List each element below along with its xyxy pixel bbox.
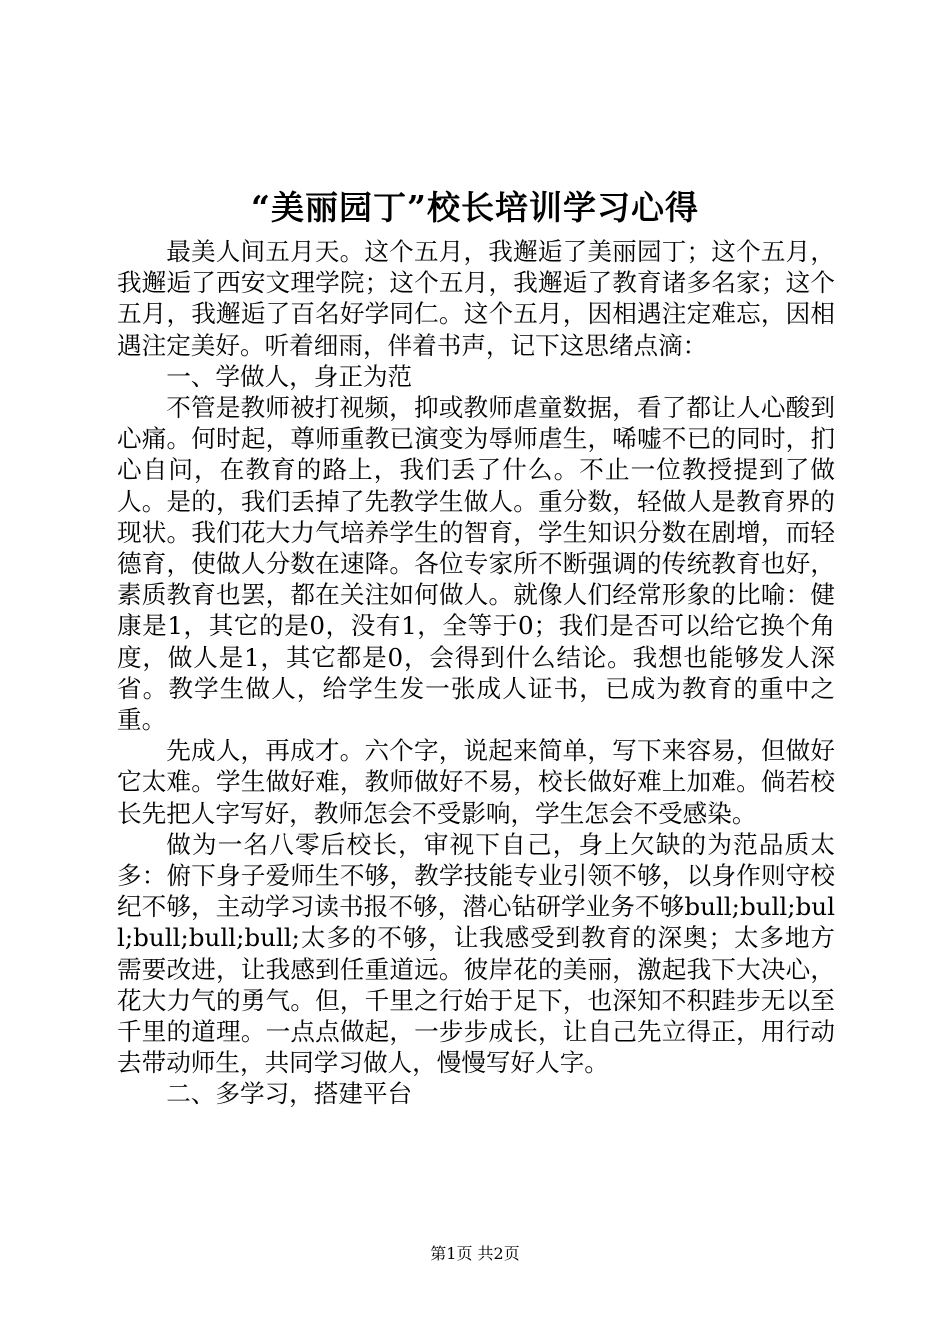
paragraph-intro: 最美人间五月天。这个五月，我邂逅了美丽园丁；这个五月，我邂逅了西安文理学院；这个五月，我邂逅了教育诸多名家；这个五月，我邂逅了百名好学同仁。这个五月，因相遇注定难忘，因相遇注定美好。听着细雨，伴着书声，记下这思绪点滴： [117,237,835,360]
document-body [117,236,835,1110]
section-heading-2: 二、多学习，搭建平台 [166,1079,413,1109]
page-footer: 第1页 共2页 [430,1244,520,1263]
paragraph-body-3: 做为一名八零后校长，审视下自己，身上欠缺的为范品质太多：俯下身子爱师生不够，教学技能专业引领不够，以身作则守校纪不够，主动学习读书报不够，潜心钻研学业务不够bull;bull;bull;bull;bull;bull;太多的不够，让我感受到教育的深奥；太多地方需要改进，让我感到任重道远。彼岸花的美丽，激起我下大决心，花大力气的勇气。但，千里之行始于足下，也深知不积跬步无以至千里的道理。一点点做起，一步步成长，让自己先立得正，用行动去带动师生，共同学习做人，慢慢写好人字。 [117,829,835,1078]
document-title: “美丽园丁”校长培训学习心得 [251,188,699,227]
section-heading-1: 一、学做人，身正为范 [166,361,413,391]
paragraph-body-1: 不管是教师被打视频，抑或教师虐童数据，看了都让人心酸到心痛。何时起，尊师重教已演变为辱师虐生，唏嘘不已的同时，扪心自问，在教育的路上，我们丢了什么。不止一位教授提到了做人。是的，我们丢掉了先教学生做人。重分数，轻做人是教育界的现状。我们花大力气培养学生的智育，学生知识分数在剧增，而轻德育，使做人分数在速降。各位专家所不断强调的传统教育也好，素质教育也罢，都在关注如何做人。就像人们经常形象的比喻：健康是1，其它的是0，没有1，全等于0；我们是否可以给它换个角度，做人是1，其它都是0，会得到什么结论。我想也能够发人深省。教学生做人，给学生发一张成人证书，已成为教育的重中之重。 [117,393,835,735]
paragraph-body-2: 先成人，再成才。六个字，说起来简单，写下来容易，但做好它太难。学生做好难，教师做好不易，校长做好难上加难。倘若校长先把人字写好，教师怎会不受影响，学生怎会不受感染。 [117,736,835,828]
